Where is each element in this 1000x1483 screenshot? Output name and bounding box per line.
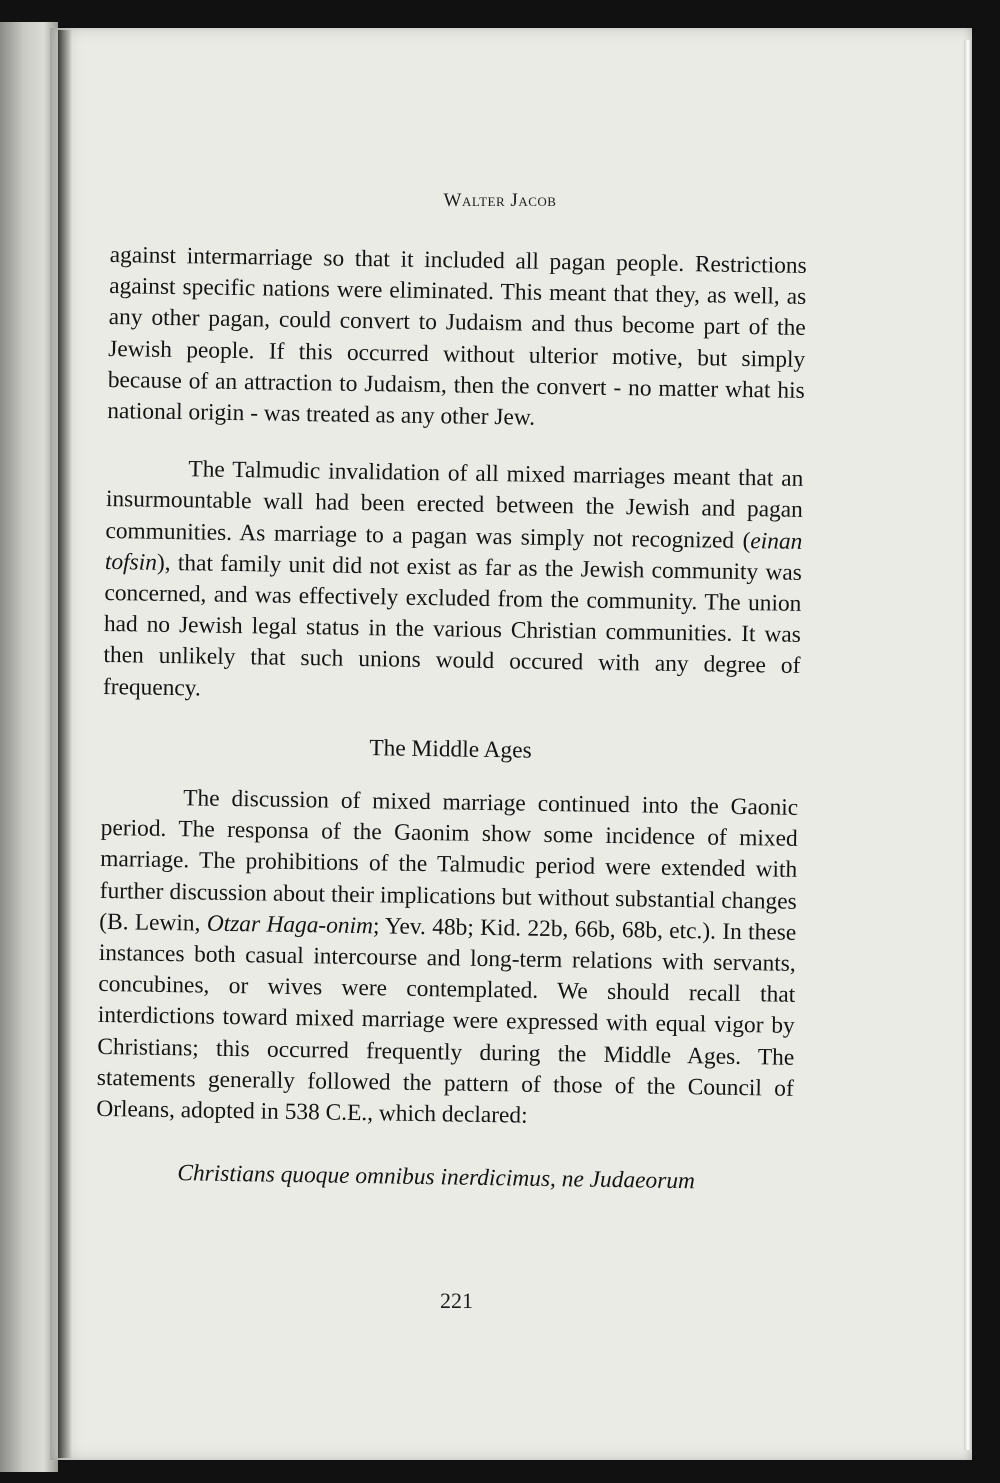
body-text <box>95 240 807 1199</box>
term-einan-tofsin: einan tofsin <box>104 527 803 576</box>
citation-otzar-haga-onim: Otzar Haga-onim <box>206 910 374 940</box>
page-fore-edge <box>964 40 972 1450</box>
paragraph-3-part-1: The discussion of mixed marriage continued into the Gaonic period. The responsa of the Gaonim show some incidence of mixed marriage. The prohibitions of the Talmudic period were extended with further discussion about their implications but without substantial changes (B. Lewin, <box>99 785 799 937</box>
page-number: 221 <box>440 1288 473 1313</box>
running-head <box>0 190 1000 212</box>
paragraph-3 <box>96 782 798 1136</box>
paragraph-2 <box>103 453 804 714</box>
paragraph-2-part-2: ), that family unit did not exist as far as the Jewish community was concerned, and was effectively excluded from the community. The union had no Jewish legal status in the various Christian communities. It was then unlikely that such unions would occured with any degree of frequency. <box>102 549 803 702</box>
latin-quotation: Christians quoque omnibus inerdicimus, ne Judaeorum <box>177 1160 696 1195</box>
paragraph-3-part-2: ; Yev. 48b; Kid. 22b, 66b, 68b, etc.). In these instances both casual intercourse and long-term relations with servants, concubines, or wives were contemplated. We should recall that interdictions toward mixed marriage were expressed with equal vigor by Christians; this occurred frequently during the Middle Ages. The statements generally followed the pattern of those of the Council of Orleans, adopted in 538 C.E., which declared: <box>96 913 797 1129</box>
section-heading: The Middle Ages <box>369 734 532 764</box>
paragraph-2-part-1: The Talmudic invalidation of all mixed marriages meant that an insurmountable wall had been erected between the Jewish and pagan communities. As marriage to a pagan was simply not recognized ( <box>105 456 804 554</box>
page-gutter <box>58 30 72 1458</box>
author-name: Walter Jacob <box>443 190 557 211</box>
paragraph-1: against intermarriage so that it included all pagan people. Restrictions against specific nations were eliminated. This meant that they, as well, as any other pagan, could convert to Judaism and thus become part of the Jewish people. If this occurred without ulterior motive, but simply because of an attraction to Judaism, then the convert - no matter what his national origin - was treated as any other Jew. <box>107 241 807 431</box>
